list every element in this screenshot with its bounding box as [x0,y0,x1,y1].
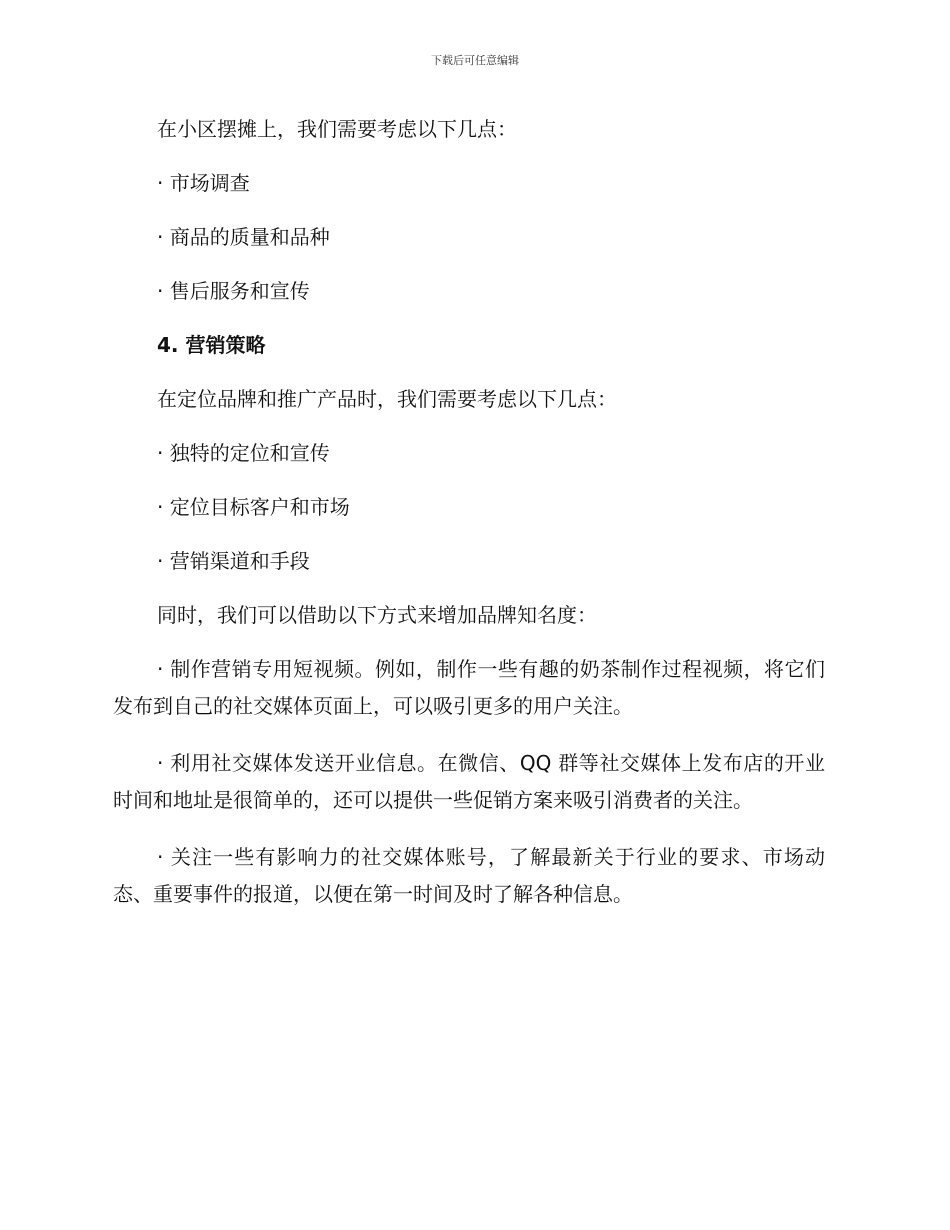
marketing-intro-paragraph: 在定位品牌和推广产品时，我们需要考虑以下几点： [157,387,617,411]
section-heading-marketing: 4. 营销策略 [157,333,266,357]
document-body [113,111,825,933]
bullet-short-video: · 制作营销专用短视频。例如，制作一些有趣的奶茶制作过程视频，将它们发布到自己的社交媒体页面上，可以吸引更多的用户关注。 [113,657,825,718]
bullet-social-media-opening: · 利用社交媒体发送开业信息。在微信、QQ 群等社交媒体上发布店的开业时间和地址是很简单的，还可以提供一些促销方案来吸引消费者的关注。 [113,751,825,812]
brand-awareness-intro: 同时，我们可以借助以下方式来增加品牌知名度： [157,603,597,627]
bullet-marketing-channels: · 营销渠道和手段 [157,549,310,573]
intro-paragraph: 在小区摆摊上，我们需要考虑以下几点： [157,117,517,141]
bullet-market-research: · 市场调查 [157,171,250,195]
bullet-unique-positioning: · 独特的定位和宣传 [157,441,330,465]
bullet-target-customers: · 定位目标客户和市场 [157,495,350,519]
bullet-after-sales: · 售后服务和宣传 [157,279,310,303]
bullet-product-quality: · 商品的质量和品种 [157,225,330,249]
page-header: 下载后可任意编辑 [431,54,519,67]
bullet-follow-accounts: · 关注一些有影响力的社交媒体账号，了解最新关于行业的要求、市场动态、重要事件的报道，以便在第一时间及时了解各种信息。 [113,845,825,906]
